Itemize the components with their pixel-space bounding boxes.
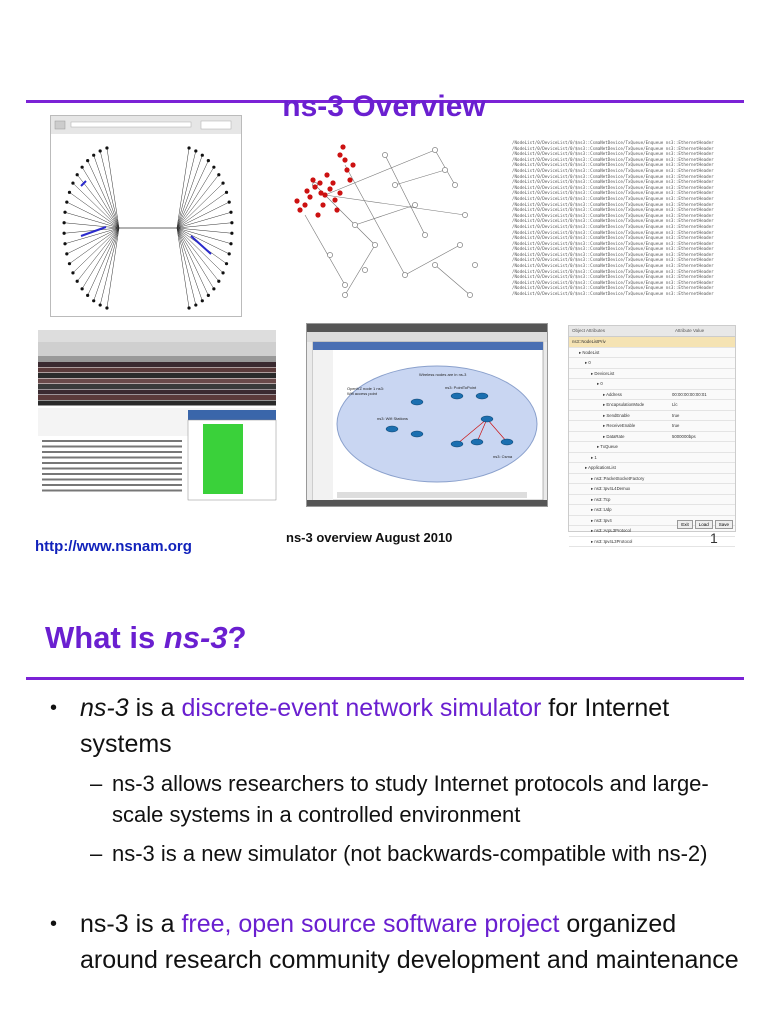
bullet-1-text: [80, 690, 740, 762]
fan-link: [177, 228, 189, 308]
trace-text: /NodeList/0/DeviceList/0/$ns3::CsmaNetDevice/TxQueue/Enqueue ns3::EthernetHeader /NodeList/0/DeviceList/0/$ns3::CsmaNetDevice/TxQueue/Enqueue ns3::EthernetHeader /NodeList/0/DeviceList/0/$ns3::CsmaNetDevice/TxQueue/Enqueue ns3::EthernetHeader /NodeList/0/DeviceList/0/$ns3::CsmaNetDevice/TxQueue/Enqueue ns3::EthernetHeader /NodeList/0/DeviceList/0/$ns3::CsmaNetDevice/TxQueue/Enqueue ns3::EthernetHeader /NodeList/0/DeviceList/0/$ns3::CsmaNetDevice/TxQueue/Enqueue ns3::EthernetHeader /NodeList/0/DeviceList/0/$ns3::CsmaNetDevice/TxQueue/Enqueue ns3::EthernetHeader /NodeList/0/DeviceList/0/$ns3::CsmaNetDevice/TxQueue/Enqueue ns3::EthernetHeader /NodeList/0/DeviceList/0/$ns3::CsmaNetDevice/TxQueue/Enqueue ns3::EthernetHeader /NodeList/0/DeviceList/0/$ns3::CsmaNetDevice/TxQueue/Enqueue ns3::EthernetHeader /NodeList/0/DeviceList/0/$ns3::CsmaNetDevice/TxQueue/Enqueue ns3::EthernetHeader /NodeList/0/DeviceList/0/$ns3::CsmaNetDevice/TxQueue/Enqueue ns3::EthernetHeader /NodeList/0/DeviceList/0/$ns3::CsmaNetDevice/TxQueue/Enqueue ns3::EthernetHeader /NodeList/0/DeviceList/0/$ns3::CsmaNetDevice/TxQueue/Enqueue ns3::EthernetHeader /NodeList/0/DeviceList/0/$ns3::CsmaNetDevice/TxQueue/Enqueue ns3::EthernetHeader /NodeList/0/DeviceList/0/$ns3::CsmaNetDevice/TxQueue/Enqueue ns3::EthernetHeader /NodeList/0/DeviceList/0/$ns3::CsmaNetDevice/TxQueue/Enqueue ns3::EthernetHeader /NodeList/0/DeviceList/0/$ns3::CsmaNetDevice/TxQueue/Enqueue ns3::EthernetHeader /NodeList/0/DeviceList/0/$ns3::CsmaNetDevice/TxQueue/Enqueue ns3::EthernetHeader /NodeList/0/DeviceList/0/$ns3::CsmaNetDevice/TxQueue/Enqueue ns3::EthernetHeader /NodeList/0/DeviceList/0/$ns3::CsmaNetDevice/TxQueue/Enqueue ns3::EthernetHeader /NodeList/0/DeviceList/0/$ns3::CsmaNetDevice/TxQueue/Enqueue ns3::EthernetHeader /NodeList/0/DeviceList/0/$ns3::CsmaNetDevice/TxQueue/Enqueue ns3::EthernetHeader /NodeList/0/DeviceList/0/$ns3::CsmaNetDevice/TxQueue/Enqueue ns3::EthernetHeader /NodeList/0/DeviceList/0/$ns3::CsmaNetDevice/TxQueue/Enqueue ns3::EthernetHeader /NodeList/0/DeviceList/0/$ns3::CsmaNetDevice/TxQueue/Enqueue ns3::EthernetHeader /NodeList/0/DeviceList/0/$ns3::CsmaNetDevice/TxQueue/Enqueue ns3::EthernetHeader /NodeList/0/DeviceList/0/$ns3::CsmaNetDevice/TxQueue/Enqueue ns3::EthernetHeader: [512, 140, 714, 297]
graph-node-active: [344, 167, 349, 172]
hex-row: [42, 479, 182, 481]
topology-label-mid: ns3: Wifi Stations: [377, 416, 408, 421]
bullet-1-text-b: for Internet systems: [80, 694, 670, 758]
page-number: 1: [710, 530, 718, 546]
graph-node-active: [294, 198, 299, 203]
fan-node: [228, 252, 231, 255]
graph-node: [352, 222, 357, 227]
attr-name: ns3::NodeListPriv: [572, 339, 606, 344]
fan-node: [187, 306, 190, 309]
title-suffix: ?: [227, 620, 247, 655]
hex-row: [42, 440, 182, 442]
bullet-1-text-a: is a: [128, 694, 182, 722]
attr-row[interactable]: [569, 474, 735, 485]
graph-node: [467, 292, 472, 297]
graph-node: [342, 282, 347, 287]
attr-row[interactable]: [569, 442, 735, 453]
graph-node-active: [315, 212, 320, 217]
attr-value: 00:00:00:00:00:01: [672, 391, 707, 397]
attr-value: [669, 505, 672, 515]
fan-node: [221, 271, 224, 274]
bullet-1: [50, 690, 750, 762]
fan-node: [212, 287, 215, 290]
title-em: ns-3: [163, 620, 228, 655]
fan-node: [105, 146, 108, 149]
fan-node: [221, 182, 224, 185]
graph-node-active: [337, 152, 342, 157]
fan-node: [105, 306, 108, 309]
attr-row[interactable]: [569, 390, 735, 401]
graph-node-active: [330, 180, 335, 185]
sub-bullet-2-text: ns-3 is a new simulator (not backwards-compatible with ns-2): [112, 841, 708, 866]
graph-node: [422, 232, 427, 237]
topology-label-top: Wireless nodes are in ns-3: [419, 372, 467, 377]
node-graph: [285, 125, 485, 305]
attr-value: [669, 463, 672, 473]
fan-node: [229, 242, 232, 245]
attr-header-object: Object Attributes: [572, 328, 606, 333]
bullet-2: [50, 906, 750, 1016]
graph-node-active: [302, 202, 307, 207]
fan-node: [194, 303, 197, 306]
bullet-2-text-b: organized around research community development and maintenance: [80, 910, 739, 974]
attr-row[interactable]: [569, 358, 735, 369]
bullet-dot: •: [50, 697, 58, 719]
attr-name: ▸ ns3::Ipv4: [591, 517, 612, 523]
fan-node: [71, 271, 74, 274]
graph-node: [442, 167, 447, 172]
graph-node-active: [337, 190, 342, 195]
fan-node: [99, 303, 102, 306]
slide-title: ns-3 Overview: [282, 90, 486, 123]
attr-value: [669, 495, 672, 505]
hex-row: [42, 468, 182, 470]
node-graph-screenshot: [285, 125, 485, 305]
sub-dash: –: [90, 841, 103, 866]
fan-node: [225, 262, 228, 265]
packet-row: [38, 373, 276, 378]
graph-node-active: [332, 197, 337, 202]
fan-node: [81, 166, 84, 169]
attr-name: ▸ ns3::ArpL3Protocol: [591, 528, 631, 533]
packet-row: [38, 362, 276, 367]
fan-node: [63, 221, 66, 224]
vm-topology-screenshot: [306, 323, 548, 507]
fan-node: [63, 232, 66, 235]
graph-node-active: [324, 172, 329, 177]
topology-label-right: ns3: PointToPoint: [445, 385, 477, 390]
attr-row[interactable]: [569, 484, 735, 495]
fan-node: [230, 232, 233, 235]
attr-name: ▸ 0: [597, 381, 603, 386]
graph-node: [432, 147, 437, 152]
attr-value: true: [672, 412, 680, 418]
hex-row: [42, 457, 182, 459]
bullet-dot: •: [50, 913, 58, 935]
graph-node: [412, 202, 417, 207]
slide-2-rule: [26, 677, 744, 680]
graph-node: [472, 262, 477, 267]
graph-node-active: [327, 186, 332, 191]
attribute-panel-screenshot: [568, 325, 736, 544]
fan-node: [63, 242, 66, 245]
fan-node: [230, 221, 233, 224]
hex-row: [42, 446, 182, 448]
bullet-1-em: ns-3: [80, 694, 129, 722]
fan-link: [107, 148, 119, 228]
graph-node: [457, 242, 462, 247]
fan-node: [194, 149, 197, 152]
hex-row: [42, 462, 182, 464]
fan-node: [68, 191, 71, 194]
attr-name: ▸ Address: [603, 391, 622, 397]
attr-value: [669, 453, 672, 463]
sub-bullet-2: [90, 838, 740, 900]
title-prefix: What is: [45, 620, 164, 655]
graph-node-active: [318, 190, 323, 195]
topology-label-left: OpenVZ node 1 ns3: Wifi access point: [347, 386, 384, 396]
attr-rows: [569, 337, 735, 547]
animator-screenshot: [50, 115, 242, 317]
sub-bullet-1: [90, 768, 740, 830]
attr-name: ▸ ns3::PacketSocketFactory: [591, 475, 645, 481]
trace-output-screenshot: [512, 140, 717, 300]
attr-row[interactable]: [569, 421, 735, 432]
graph-node-active: [340, 144, 345, 149]
attr-row[interactable]: [569, 453, 735, 464]
graph-node: [382, 152, 387, 157]
fan-node: [76, 173, 79, 176]
graph-node-active: [350, 162, 355, 167]
graph-node-active: [312, 184, 317, 189]
attr-value: [669, 484, 672, 494]
packet-row: [38, 379, 276, 384]
attr-name: ▸ ns3::Udp: [591, 507, 612, 512]
graph-node: [432, 262, 437, 267]
attr-row[interactable]: [569, 348, 735, 359]
fan-node: [187, 146, 190, 149]
bullet-2-highlight: free, open source software project: [181, 910, 560, 938]
attr-name: ▸ 1: [591, 454, 597, 460]
graph-node-active: [334, 207, 339, 212]
graph-node: [392, 182, 397, 187]
attr-name: ▸ ApplicationList: [585, 465, 616, 470]
sub-dash: –: [90, 771, 103, 796]
graph-node-active: [310, 177, 315, 182]
graph-node: [362, 267, 367, 272]
hex-row: [42, 451, 182, 453]
fan-node: [65, 252, 68, 255]
graph-node-active: [320, 202, 325, 207]
fan-node: [207, 294, 210, 297]
attr-value: [669, 537, 672, 547]
attr-value: [669, 442, 672, 452]
sub-bullet-1-text: ns-3 allows researchers to study Internet protocols and large-scale systems in a controlled environment: [112, 771, 709, 827]
fan-node: [228, 200, 231, 203]
hex-row: [42, 484, 182, 486]
bullet-2-text-a: ns-3 is a: [80, 910, 182, 938]
attr-value: [669, 474, 672, 484]
attr-row[interactable]: [569, 432, 735, 443]
attr-name: ▸ DeviceList: [591, 370, 615, 376]
attr-header-value: Attribute Value: [675, 328, 705, 333]
fan-node: [68, 262, 71, 265]
graph-node-active: [297, 207, 302, 212]
packet-row: [38, 368, 276, 373]
attr-value: [669, 379, 672, 389]
graph-node: [342, 292, 347, 297]
attr-row[interactable]: [569, 337, 735, 348]
animator-graph: [51, 116, 241, 316]
graph-node: [452, 182, 457, 187]
attr-name: ▸ ns3::Ipv4L3Protocol: [591, 538, 633, 544]
packet-row: [38, 390, 276, 395]
fan-node: [65, 200, 68, 203]
packet-capture-screenshot: [38, 330, 276, 500]
fan-link: [107, 228, 119, 308]
bullet-1-highlight: discrete-event network simulator: [181, 694, 542, 722]
attr-row[interactable]: [569, 411, 735, 422]
fan-node: [63, 211, 66, 214]
packet-row: [38, 384, 276, 389]
fan-node: [229, 211, 232, 214]
topology-graphic: [307, 324, 547, 506]
fan-node: [92, 154, 95, 157]
attr-value: [669, 526, 672, 536]
fan-node: [81, 287, 84, 290]
attr-load-button[interactable]: Load: [695, 520, 713, 529]
fan-node: [217, 173, 220, 176]
fan-node: [207, 159, 210, 162]
attr-value: [669, 358, 672, 368]
attr-name: ▸ ns3::Tcp: [591, 496, 611, 502]
fan-node: [86, 294, 89, 297]
graph-node-active: [304, 188, 309, 193]
graph-node-active: [307, 194, 312, 199]
attr-row[interactable]: [569, 463, 735, 474]
graph-node: [402, 272, 407, 277]
bullet-2-text: [80, 906, 740, 978]
graph-node-active: [342, 157, 347, 162]
fan-node: [201, 154, 204, 157]
footer-center: ns-3 overview August 2010: [286, 530, 453, 545]
attr-name: ▸ 0: [585, 360, 591, 365]
graph-node-active: [347, 177, 352, 182]
attr-value: true: [672, 423, 680, 428]
hex-row: [42, 490, 182, 492]
attr-name: ▸ EncapsulationMode: [603, 402, 645, 407]
attr-row[interactable]: [569, 400, 735, 411]
attr-exit-button[interactable]: Exit: [677, 520, 693, 529]
fan-node: [225, 191, 228, 194]
fan-node: [71, 182, 74, 185]
fan-node: [217, 280, 220, 283]
attr-name: ▸ DataRate: [603, 433, 625, 439]
fan-node: [76, 280, 79, 283]
packet-row: [38, 395, 276, 400]
attr-row[interactable]: [569, 495, 735, 506]
fan-node: [201, 299, 204, 302]
attr-name: ▸ TxQueue: [597, 444, 618, 449]
attr-value: [669, 337, 672, 347]
graph-node: [462, 212, 467, 217]
hex-row: [42, 473, 182, 475]
attr-name: ▸ ReceiveEnable: [603, 423, 636, 428]
attr-value: [669, 348, 672, 358]
attr-row[interactable]: [569, 369, 735, 380]
attr-save-button[interactable]: Save: [715, 520, 733, 529]
attr-name: ▸ NodeList: [579, 349, 600, 355]
graph-node: [327, 252, 332, 257]
graph-node-active: [317, 180, 322, 185]
footer-url[interactable]: http://www.nsnam.org: [35, 538, 192, 555]
attr-row[interactable]: [569, 505, 735, 516]
slide-2-title: [45, 620, 247, 656]
fan-node: [92, 299, 95, 302]
attr-name: ▸ SendEnable: [603, 412, 630, 418]
packet-row: [38, 401, 276, 406]
fan-node: [212, 166, 215, 169]
capture-graphic: [38, 330, 276, 500]
fan-link: [177, 148, 189, 228]
attr-value: [669, 369, 672, 379]
topology-label-bottom: ns3: Csma: [493, 454, 513, 459]
fan-node: [99, 149, 102, 152]
attr-name: ▸ ns3::Ipv4L4Demux: [591, 486, 631, 491]
attr-value: Llc: [672, 402, 678, 407]
fan-node: [86, 159, 89, 162]
attr-value: 5000000bps: [672, 433, 696, 439]
graph-node: [372, 242, 377, 247]
attr-row[interactable]: [569, 379, 735, 390]
attr-value: [669, 516, 672, 526]
